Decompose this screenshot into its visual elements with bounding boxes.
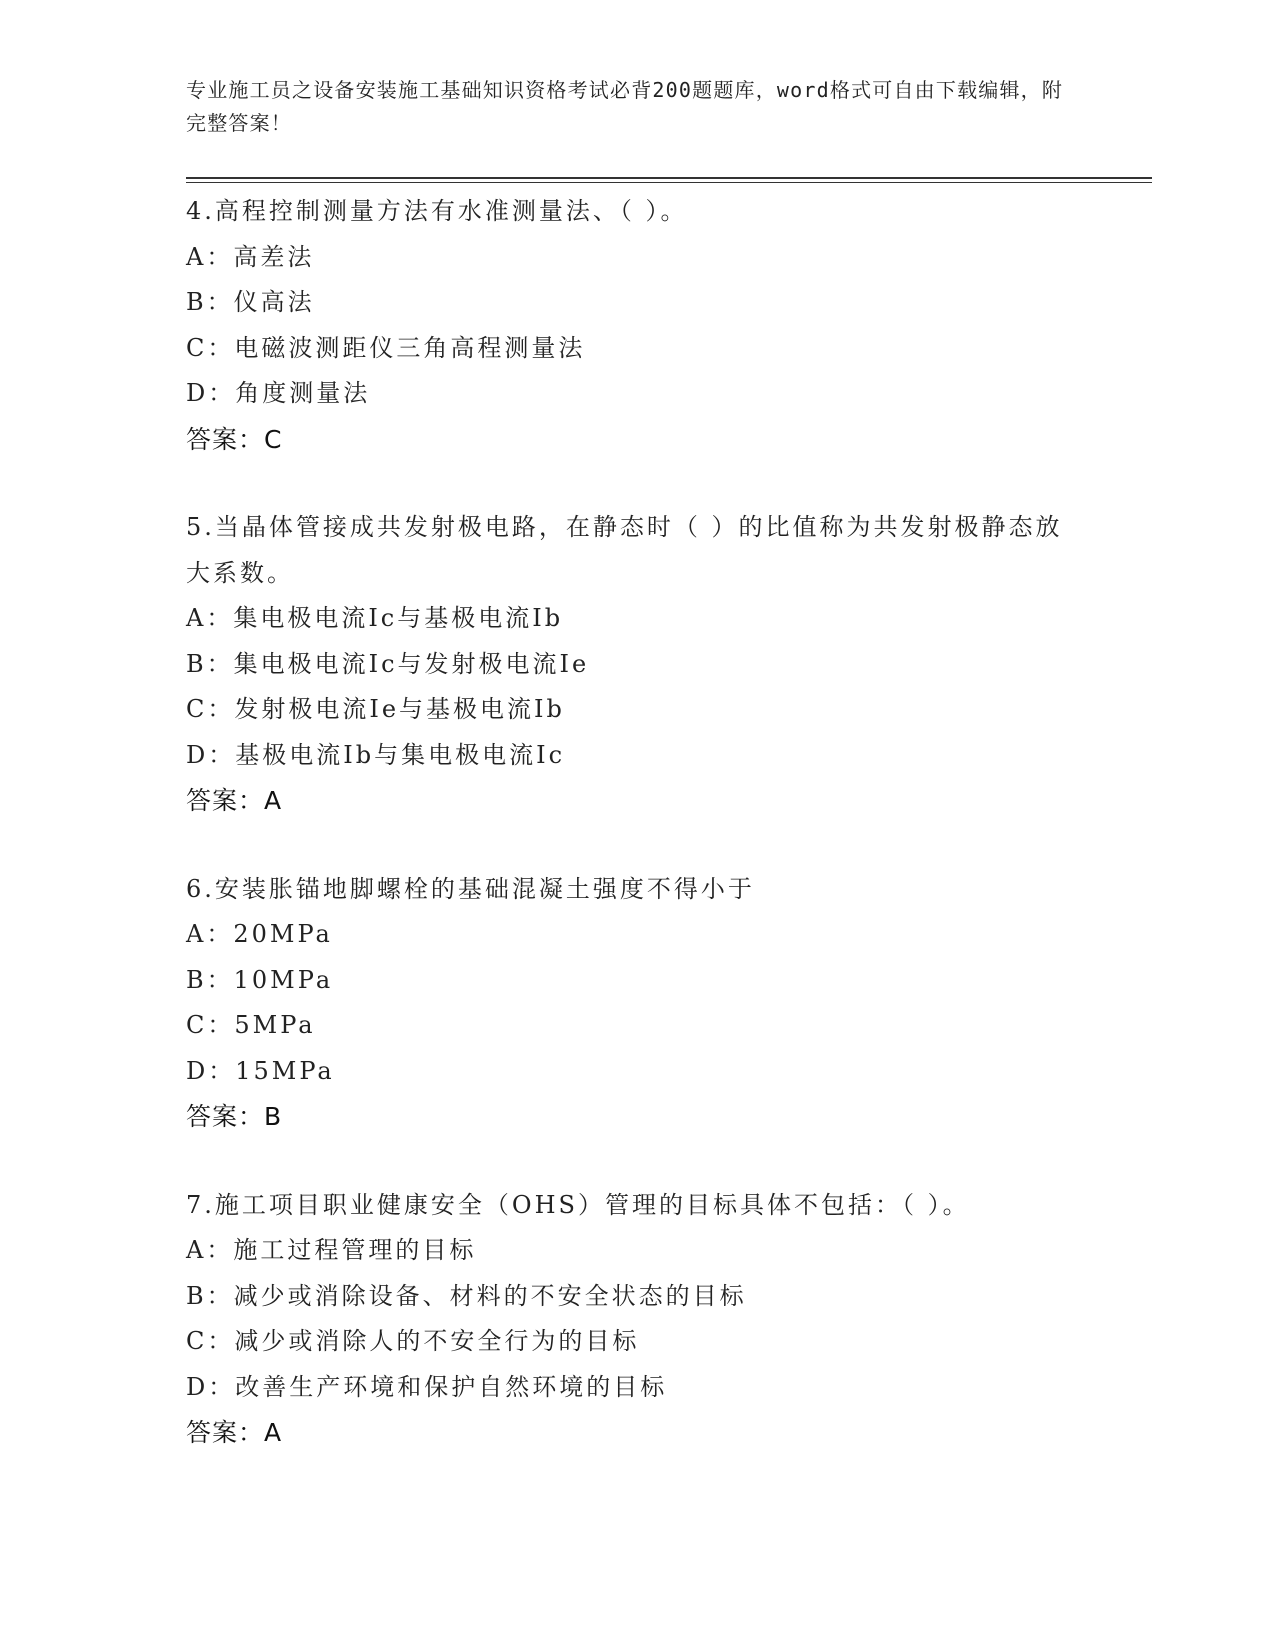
option-c: C：5MPa [186,1011,316,1039]
header-divider-thin [186,182,1152,183]
option-a: A：20MPa [186,920,333,948]
question-stem: 6.安装胀锚地脚螺栓的基础混凝土强度不得小于 [186,874,755,903]
question-stem: 4.高程控制测量方法有水准测量法、（ ）。 [186,197,688,225]
question-item [186,867,1086,1140]
answer: 答案：A [186,786,283,815]
question-stem: 5.当晶体管接成共发射极电路，在静态时（ ）的比值称为共发射极静态放大系数。 [186,513,1063,587]
option-b: B：10MPa [186,965,334,994]
option-d: D：基极电流Ib与集电极电流Ic [186,740,566,769]
option-c: C：发射极电流Ie与基极电流Ib [186,695,565,723]
header-divider-thick [186,177,1152,179]
question-item [186,189,1086,462]
question-item [186,1183,1086,1456]
option-d: D：15MPa [186,1056,335,1085]
option-c: C：电磁波测距仪三角高程测量法 [186,333,586,362]
answer: 答案：A [186,1418,283,1447]
option-a: A：集电极电流Ic与基极电流Ib [186,604,564,632]
document-header: 专业施工员之设备安装施工基础知识资格考试必背200题题库，word格式可自由下载编辑，附完整答案！ [186,78,1064,135]
question-list [186,189,1086,1499]
answer: 答案：C [186,424,283,454]
question-item [186,505,1086,824]
option-a: A：高差法 [186,242,315,271]
option-c: C：减少或消除人的不安全行为的目标 [186,1327,640,1355]
option-d: D：角度测量法 [186,379,371,407]
option-b: B：仪高法 [186,288,315,316]
option-a: A：施工过程管理的目标 [186,1236,477,1264]
option-b: B：减少或消除设备、材料的不安全状态的目标 [186,1281,747,1310]
answer: 答案：B [186,1102,283,1131]
option-d: D：改善生产环境和保护自然环境的目标 [186,1372,668,1401]
question-stem: 7.施工项目职业健康安全（OHS）管理的目标具体不包括：（ ）。 [186,1190,970,1219]
option-b: B：集电极电流Ic与发射极电流Ie [186,649,590,678]
